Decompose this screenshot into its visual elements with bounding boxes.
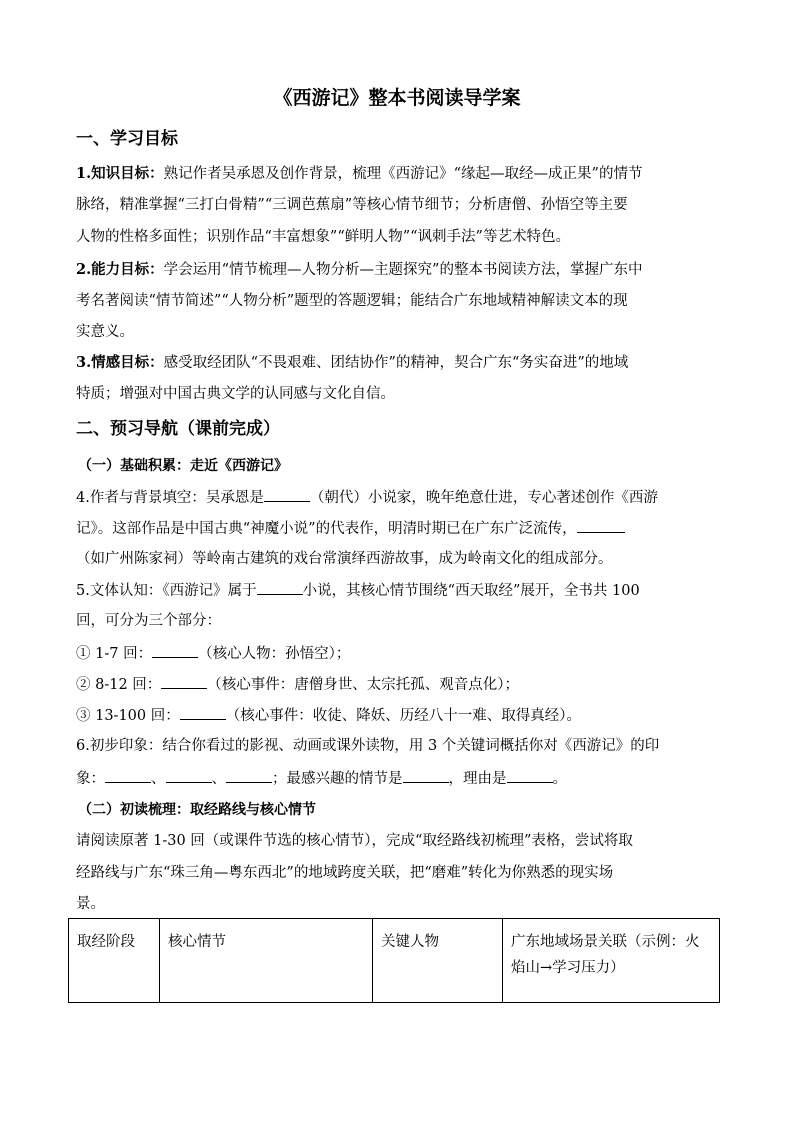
goal-ability-line-1: [76, 260, 642, 280]
table-header-guangdong-scene: 广东地域场景关联（示例：火焰山→学习压力）: [503, 919, 720, 1003]
fill-blank[interactable]: [403, 768, 449, 783]
q6-text-c: ；最感兴趣的情节是: [272, 771, 403, 787]
table-header-row: [69, 919, 720, 1003]
q5-part-1-label: ① 1-7 回：: [76, 646, 153, 662]
goal-ability-text-1: 学会运用“情节梳理—人物分析—主题探究”的整本书阅读方法，掌握广东中: [163, 262, 643, 278]
intro-line-1: 请阅读原著 1-30 回（或课件节选的核心情节），完成“取经路线初梳理”表格，尝试将取: [76, 833, 633, 849]
q4-line-2: [76, 518, 625, 539]
q6-line-1: 6.初步印象：结合你看过的影视、动画或课外读物，用 3 个关键词概括你对《西游记》的印: [76, 738, 660, 754]
q5-part-2-note: （核心事件：唐僧身世、太宗托孤、观音点化）；: [207, 677, 520, 693]
q5-text-b: 小说，其核心情节围绕“西天取经”展开，全书共 100: [302, 583, 640, 599]
fill-blank[interactable]: [161, 674, 207, 689]
fill-blank[interactable]: [264, 487, 310, 502]
q6-text-b: 象：: [76, 771, 105, 787]
q6-line-2: [76, 768, 567, 789]
section-heading-preview: 二、预习导航（课前完成）: [76, 419, 280, 439]
subheading-reading: （二）初读梳理：取经路线与核心情节: [78, 802, 316, 818]
fill-blank[interactable]: [180, 705, 226, 720]
goal-knowledge-line-1: [76, 164, 642, 184]
q5-line-2: 回，可分为三个部分：: [76, 613, 221, 629]
goal-emotion-line-2: 特质；增强对中国古典文学的认同感与文化自信。: [76, 386, 395, 402]
goal-knowledge-line-3: 人物的性格多面性；识别作品“丰富想象”“鲜明人物”“讽刺手法”等艺术特色。: [76, 229, 570, 245]
section-heading-goals: 一、学习目标: [76, 129, 178, 149]
goal-emotion-text-1: 感受取经团队“不畏艰难、团结协作”的精神，契合广东“务实奋进”的地域: [163, 355, 629, 371]
q6-text-d: ，理由是: [448, 771, 507, 787]
q6-sep-1: 、: [151, 771, 166, 787]
q5-part-3-label: ③ 13-100 回：: [76, 708, 180, 724]
table-header-characters: 关键人物: [373, 919, 503, 1003]
q4-text-b: （朝代）小说家，晚年绝意仕进，专心著述创作《西游: [309, 490, 658, 506]
q6-text-e: 。: [552, 771, 567, 787]
goal-ability-line-2: 考名著阅读“情节简述”“人物分析”题型的答题逻辑；能结合广东地域精神解读文本的现: [76, 293, 628, 309]
route-table: [68, 918, 720, 1003]
q5-part-2-label: ② 8-12 回：: [76, 677, 162, 693]
q5-line-1: [76, 580, 640, 601]
fill-blank[interactable]: [105, 768, 151, 783]
q5-part-1-note: （核心人物：孙悟空）；: [198, 646, 351, 662]
fill-blank[interactable]: [577, 518, 625, 533]
q5-part-3-note: （核心事件：收徒、降妖、历经八十一难、取得真经）。: [225, 708, 581, 724]
q5-part-1: [76, 643, 350, 664]
q5-part-2: [76, 674, 519, 695]
q4-text-a: 4.作者与背景填空：吴承恩是: [76, 490, 264, 506]
q4-line-1: [76, 487, 658, 508]
q6-sep-2: 、: [211, 771, 226, 787]
goal-emotion-line-1: [76, 353, 628, 373]
fill-blank[interactable]: [507, 768, 553, 783]
goal-knowledge-line-2: 脉络，精准掌握“三打白骨精”“三调芭蕉扇”等核心情节细节；分析唐僧、孙悟空等主要: [76, 197, 628, 213]
fill-blank[interactable]: [166, 768, 212, 783]
fill-blank[interactable]: [152, 643, 198, 658]
intro-line-2: 经路线与广东“珠三角—粤东西北”的地域跨度关联，把“磨难”转化为你熟悉的现实场: [76, 865, 614, 881]
goal-knowledge-text-1: 熟记作者吴承恩及创作背景，梳理《西游记》“缘起—取经—成正果”的情节: [163, 166, 643, 182]
q4-text-c: 记》。这部作品是中国古典“神魔小说”的代表作，明清时期已在广东广泛流传，: [76, 521, 577, 537]
goal-ability-line-3: 实意义。: [76, 324, 134, 340]
subheading-basics: （一）基础积累：走近《西游记》: [78, 458, 288, 474]
table-header-stage: 取经阶段: [69, 919, 160, 1003]
goal-ability-label: 2.能力目标：: [76, 261, 164, 278]
q4-line-3: （如广州陈家祠）等岭南古建筑的戏台常演绎西游故事，成为岭南文化的组成部分。: [76, 551, 613, 567]
table-header-plot: 核心情节: [160, 919, 373, 1003]
goal-knowledge-label: 1.知识目标：: [76, 165, 164, 182]
fill-blank[interactable]: [226, 768, 272, 783]
fill-blank[interactable]: [257, 580, 303, 595]
page-title: 《西游记》整本书阅读导学案: [273, 87, 521, 109]
goal-emotion-label: 3.情感目标：: [76, 354, 164, 371]
q5-part-3: [76, 705, 581, 726]
q5-text-a: 5.文体认知：《西游记》属于: [76, 583, 257, 599]
intro-line-3: 景。: [76, 896, 105, 912]
